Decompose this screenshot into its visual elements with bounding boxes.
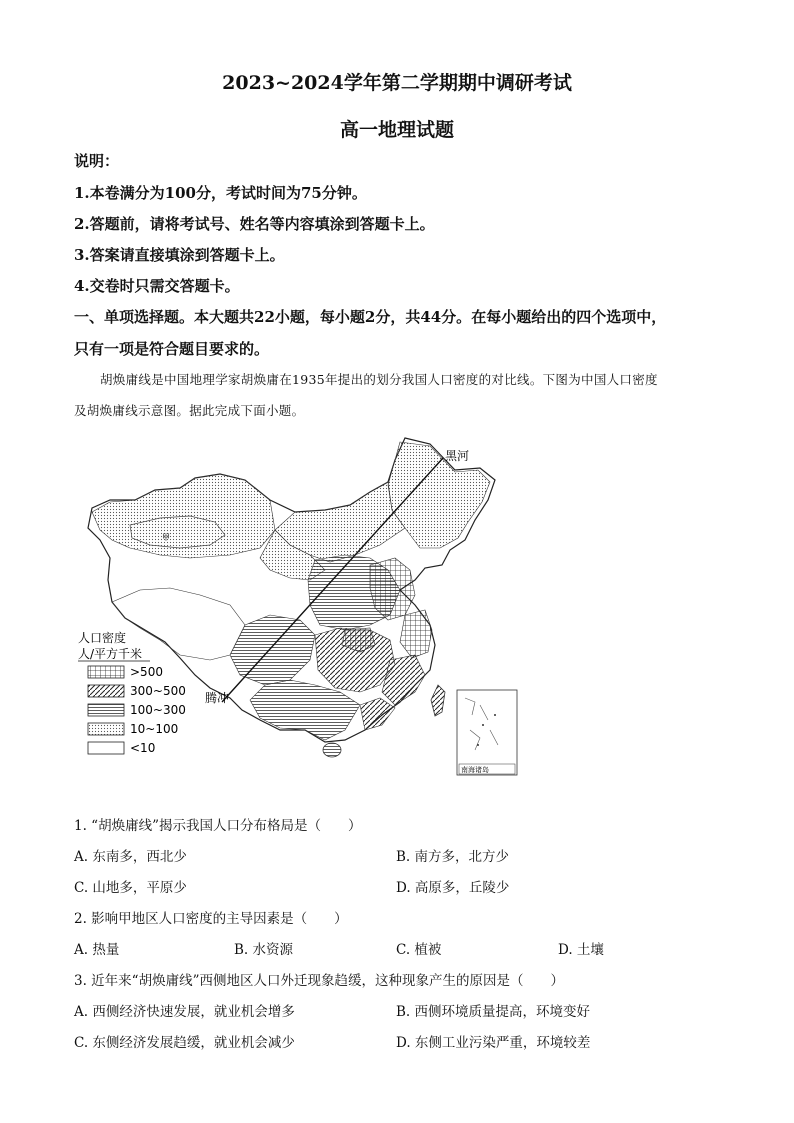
question-2-option-d[interactable]: D. 土壤 [558, 942, 604, 958]
instruction-item: 2.答题前，请将考试号、姓名等内容填涂到答题卡上。 [74, 215, 435, 233]
legend-swatch-blank [88, 742, 124, 754]
question-1-option-c[interactable]: C. 山地多，平原少 [74, 880, 187, 896]
legend-label: 10~100 [130, 722, 179, 736]
heihe-label: 黑河 [445, 449, 470, 463]
question-3-stem: 3. 近年来“胡焕庸线”西侧地区人口外迁现象趋缓，这种现象产生的原因是（ ） [74, 973, 564, 989]
legend-unit: 人/平方千米 [78, 647, 143, 661]
instruction-item: 4.交卷时只需交答题卡。 [74, 277, 240, 295]
question-2-option-a[interactable]: A. 热量 [74, 942, 120, 958]
question-2-stem: 2. 影响甲地区人口密度的主导因素是（ ） [74, 911, 348, 927]
population-density-map [70, 430, 530, 780]
legend-label: <10 [130, 741, 156, 755]
map-legend [78, 630, 186, 755]
legend-swatch-horizontal [88, 704, 124, 716]
exam-title: 2023~2024学年第二学期期中调研考试 [222, 72, 572, 94]
question-3-option-c[interactable]: C. 东侧经济发展趋缓，就业机会减少 [74, 1035, 295, 1051]
taiwan-island [431, 685, 445, 716]
inset-label: 南海诸岛 [461, 766, 489, 774]
jia-label: 甲 [162, 533, 170, 542]
tengchong-label: 腾冲 [205, 691, 230, 705]
question-2-option-b[interactable]: B. 水资源 [234, 942, 294, 958]
legend-swatch-diagonal [88, 685, 124, 697]
legend-swatch-grid [88, 666, 124, 678]
question-1-option-a[interactable]: A. 东南多，西北少 [74, 849, 187, 865]
question-1-option-d[interactable]: D. 高原多，丘陵少 [396, 880, 510, 896]
instruction-item: 1.本卷满分为100分，考试时间为75分钟。 [74, 184, 367, 202]
question-3-option-d[interactable]: D. 东侧工业污染严重，环境较差 [396, 1035, 591, 1051]
legend-swatch-dots [88, 723, 124, 735]
section-heading-cont: 只有一项是符合题目要求的。 [74, 340, 270, 358]
legend-label: 100~300 [130, 703, 186, 717]
question-3-option-b[interactable]: B. 西侧环境质量提高，环境变好 [396, 1004, 591, 1020]
question-1-option-b[interactable]: B. 南方多，北方少 [396, 849, 510, 865]
intro-text-cont: 及胡焕庸线示意图。据此完成下面小题。 [74, 403, 305, 418]
instruction-item: 3.答案请直接填涂到答题卡上。 [74, 246, 285, 264]
section-heading: 一、单项选择题。本大题共22小题，每小题2分，共44分。在每小题给出的四个选项中， [74, 308, 667, 326]
legend-label: >500 [130, 665, 163, 679]
instructions-heading: 说明： [74, 152, 120, 170]
question-3-option-a[interactable]: A. 西侧经济快速发展，就业机会增多 [74, 1004, 295, 1020]
legend-title: 人口密度 [78, 631, 127, 645]
hainan-island [323, 743, 341, 757]
intro-text: 胡焕庸线是中国地理学家胡焕庸在1935年提出的划分我国人口密度的对比线。下图为中国人口密度 [100, 372, 658, 387]
legend-label: 300~500 [130, 684, 186, 698]
exam-subtitle: 高一地理试题 [339, 119, 454, 141]
question-1-stem: 1. “胡焕庸线”揭示我国人口分布格局是（ ） [74, 818, 362, 834]
south-china-sea-inset [457, 690, 517, 775]
question-2-option-c[interactable]: C. 植被 [396, 942, 442, 958]
